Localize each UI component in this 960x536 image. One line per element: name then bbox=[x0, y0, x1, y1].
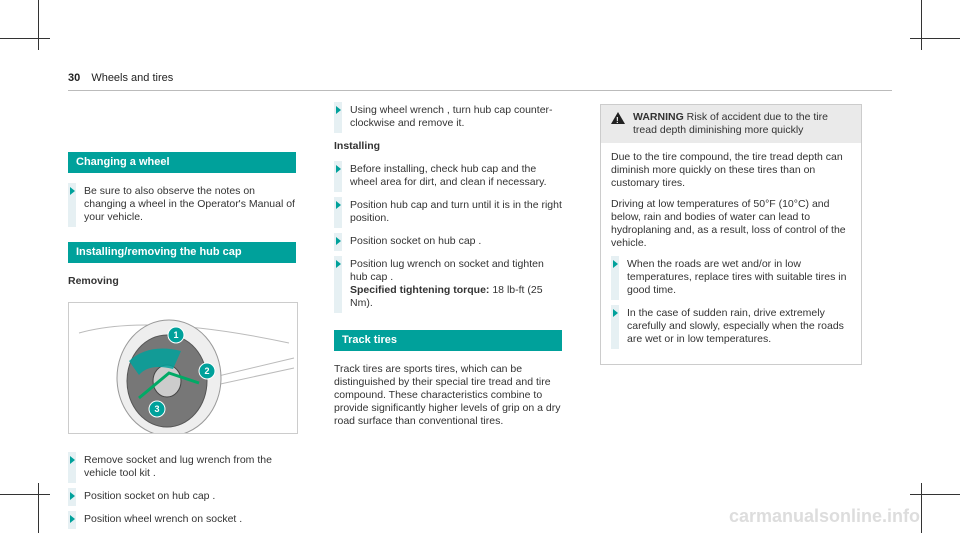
arrow-icon bbox=[336, 260, 341, 268]
crop-mark bbox=[910, 494, 960, 495]
section-banner: Changing a wheel bbox=[68, 152, 296, 173]
warning-body bbox=[601, 143, 861, 364]
warning-title: WARNING bbox=[633, 111, 684, 123]
arrow-icon bbox=[70, 492, 75, 500]
step-text: Be sure to also observe the notes on changing a wheel in the Operator's Manual of your vehicle. bbox=[84, 185, 295, 223]
warning-box bbox=[600, 104, 862, 365]
hub-cap-illustration bbox=[68, 302, 298, 434]
step-item bbox=[68, 454, 296, 480]
arrow-icon bbox=[336, 237, 341, 245]
step-text: Position lug wrench on socket and tighten hub cap . bbox=[350, 258, 544, 283]
crop-mark bbox=[0, 494, 50, 495]
column-1 bbox=[68, 152, 296, 536]
step-text: Position hub cap and turn until it is in the right position. bbox=[350, 199, 562, 224]
arrow-icon bbox=[336, 165, 341, 173]
arrow-icon bbox=[613, 260, 618, 268]
arrow-icon bbox=[613, 309, 618, 317]
step-item bbox=[334, 199, 562, 225]
torque-label: Specified tightening torque: bbox=[350, 284, 490, 296]
step-text: Using wheel wrench , turn hub cap counter-clockwise and remove it. bbox=[350, 104, 553, 129]
torque-value: 18 lb-ft (25 Nm). bbox=[350, 284, 543, 309]
callout-2: 2 bbox=[204, 366, 210, 376]
step-text: In the case of sudden rain, drive extremely carefully and slowly, especially when the roads are wet or in low temperatures. bbox=[627, 307, 844, 345]
crop-mark bbox=[921, 483, 922, 533]
subheading: Installing bbox=[334, 140, 381, 152]
crop-mark bbox=[921, 0, 922, 50]
arrow-icon bbox=[70, 187, 75, 195]
step-item bbox=[68, 490, 296, 503]
step-item bbox=[334, 104, 562, 130]
warning-paragraph: Driving at low temperatures of 50°F (10°C) and below, rain and bodies of water can lead to hydroplaning and, as a result, loss of control of the vehicle. bbox=[611, 198, 846, 249]
section-banner: Track tires bbox=[334, 330, 562, 351]
crop-mark bbox=[0, 38, 50, 39]
step-item bbox=[68, 185, 296, 224]
column-3 bbox=[600, 104, 862, 365]
callout-1: 1 bbox=[173, 330, 179, 340]
warning-header bbox=[601, 105, 861, 143]
warning-subtitle: Risk of accident due to the tire tread depth diminishing more quickly bbox=[633, 111, 828, 136]
step-text: Before installing, check hub cap and the wheel area for dirt, and clean if necessary. bbox=[350, 163, 547, 188]
page-number: 30 bbox=[68, 72, 81, 84]
arrow-icon bbox=[70, 456, 75, 464]
step-item bbox=[334, 258, 562, 310]
callout-3: 3 bbox=[154, 404, 160, 414]
step-text: When the roads are wet and/or in low temperatures, replace tires with suitable tires in good time. bbox=[627, 258, 847, 296]
step-item bbox=[611, 307, 851, 346]
crop-mark bbox=[38, 0, 39, 50]
step-item bbox=[68, 513, 296, 526]
warning-icon: ! bbox=[611, 112, 625, 124]
header-divider bbox=[68, 90, 892, 91]
step-item bbox=[334, 163, 562, 189]
watermark: carmanualsonline.info bbox=[728, 506, 920, 526]
page-header bbox=[68, 72, 173, 84]
step-text: Position socket on hub cap . bbox=[84, 490, 216, 502]
section-banner: Installing/removing the hub cap bbox=[68, 242, 296, 263]
crop-mark bbox=[38, 483, 39, 533]
crop-mark bbox=[910, 38, 960, 39]
section-title: Wheels and tires bbox=[91, 72, 174, 84]
step-text: Remove socket and lug wrench from the vehicle tool kit . bbox=[84, 454, 272, 479]
step-item bbox=[334, 235, 562, 248]
step-text: Position wheel wrench on socket . bbox=[84, 513, 243, 525]
arrow-icon bbox=[336, 201, 341, 209]
arrow-icon bbox=[336, 106, 341, 114]
step-text: Position socket on hub cap . bbox=[350, 235, 482, 247]
column-2 bbox=[334, 104, 562, 428]
step-item bbox=[611, 258, 851, 297]
subheading: Removing bbox=[68, 275, 119, 287]
track-tires-text: Track tires are sports tires, which can be distinguished by their special tire tread and tire compound. These characteristics combine to provide significantly higher levels of grip on a dry road surface than conventional tires. bbox=[334, 363, 561, 427]
warning-paragraph: Due to the tire compound, the tire tread depth can diminish more quickly on these tires than on customary tires. bbox=[611, 151, 843, 189]
arrow-icon bbox=[70, 515, 75, 523]
